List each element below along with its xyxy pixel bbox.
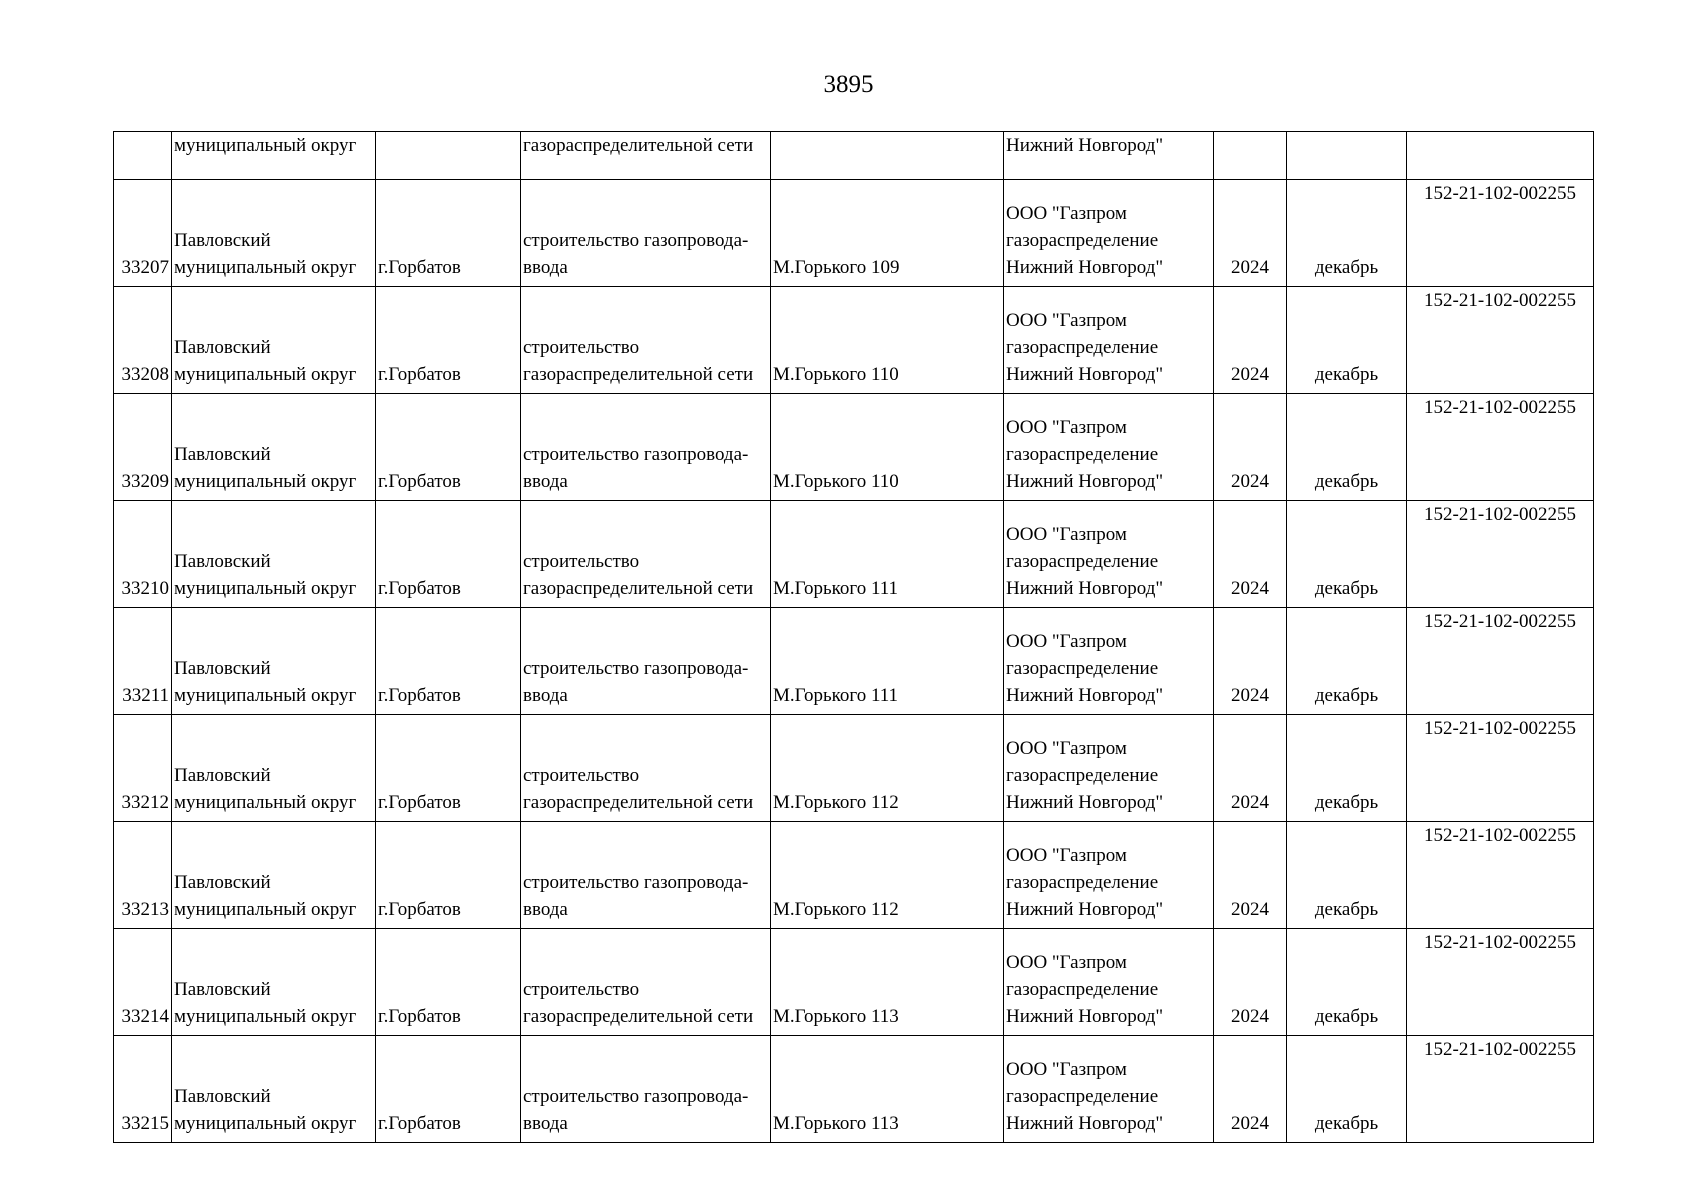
- work-type-line: строительство газопровода-: [523, 658, 749, 679]
- district-line: Павловский: [174, 872, 271, 893]
- cell-address: М.Горького 113: [771, 929, 1004, 1036]
- cell-code: 152-21-102-002255: [1407, 608, 1594, 715]
- district-line: муниципальный округ: [174, 685, 357, 706]
- cell-num: 33214: [114, 929, 172, 1036]
- cell-num: 33213: [114, 822, 172, 929]
- district-line: Павловский: [174, 658, 271, 679]
- cell-work-type: [521, 287, 771, 394]
- org-line: газораспределение: [1006, 1086, 1159, 1107]
- cell-month: декабрь: [1287, 822, 1407, 929]
- table-row-continuation: [114, 132, 1594, 180]
- cell-num: [114, 132, 172, 180]
- cell-district: [172, 929, 376, 1036]
- district-line: муниципальный округ: [174, 792, 357, 813]
- cell-district: [172, 287, 376, 394]
- cell-year: 2024: [1214, 822, 1287, 929]
- cell-district: [172, 394, 376, 501]
- cell-code: 152-21-102-002255: [1407, 287, 1594, 394]
- work-type-line: строительство: [523, 337, 640, 358]
- work-type-line: строительство газопровода-: [523, 872, 749, 893]
- work-type-line: строительство: [523, 765, 640, 786]
- work-type-line: газораспределительной сети: [523, 364, 754, 385]
- cell-address: [771, 132, 1004, 180]
- cell-org: [1004, 287, 1214, 394]
- cell-code: 152-21-102-002255: [1407, 501, 1594, 608]
- cell-num: 33215: [114, 1036, 172, 1143]
- table-row: [114, 715, 1594, 822]
- cell-num: 33209: [114, 394, 172, 501]
- org-line: ООО "Газпром: [1006, 952, 1127, 973]
- cell-locality: г.Горбатов: [376, 715, 521, 822]
- table-row: [114, 608, 1594, 715]
- work-type-line: ввода: [523, 899, 568, 920]
- cell-district: [172, 180, 376, 287]
- district-line: муниципальный округ: [174, 471, 357, 492]
- cell-org: Нижний Новгород": [1004, 132, 1214, 180]
- org-line: Нижний Новгород": [1006, 257, 1164, 278]
- org-line: ООО "Газпром: [1006, 1059, 1127, 1080]
- org-line: газораспределение: [1006, 872, 1159, 893]
- org-line: Нижний Новгород": [1006, 578, 1164, 599]
- cell-district: [172, 715, 376, 822]
- cell-work-type: [521, 715, 771, 822]
- cell-locality: г.Горбатов: [376, 394, 521, 501]
- district-line: Павловский: [174, 551, 271, 572]
- work-type-line: ввода: [523, 1113, 568, 1134]
- cell-work-type: [521, 180, 771, 287]
- cell-month: декабрь: [1287, 1036, 1407, 1143]
- org-line: газораспределение: [1006, 230, 1159, 251]
- org-line: Нижний Новгород": [1006, 899, 1164, 920]
- cell-address: М.Горького 112: [771, 715, 1004, 822]
- org-line: Нижний Новгород": [1006, 685, 1164, 706]
- cell-work-type: [521, 1036, 771, 1143]
- district-line: Павловский: [174, 765, 271, 786]
- table-row: [114, 1036, 1594, 1143]
- cell-code: 152-21-102-002255: [1407, 180, 1594, 287]
- cell-district: [172, 822, 376, 929]
- district-line: муниципальный округ: [174, 364, 357, 385]
- table-row: [114, 287, 1594, 394]
- cell-district: [172, 501, 376, 608]
- work-type-line: ввода: [523, 471, 568, 492]
- cell-month: декабрь: [1287, 608, 1407, 715]
- cell-address: М.Горького 109: [771, 180, 1004, 287]
- cell-code: 152-21-102-002255: [1407, 929, 1594, 1036]
- cell-year: [1214, 132, 1287, 180]
- district-line: Павловский: [174, 979, 271, 1000]
- cell-num: 33211: [114, 608, 172, 715]
- district-line: Павловский: [174, 230, 271, 251]
- cell-org: [1004, 180, 1214, 287]
- cell-work-type: [521, 822, 771, 929]
- cell-num: 33208: [114, 287, 172, 394]
- work-type-line: ввода: [523, 685, 568, 706]
- work-type-line: строительство: [523, 979, 640, 1000]
- org-line: Нижний Новгород": [1006, 471, 1164, 492]
- cell-year: 2024: [1214, 608, 1287, 715]
- org-line: ООО "Газпром: [1006, 203, 1127, 224]
- district-line: Павловский: [174, 1086, 271, 1107]
- cell-locality: г.Горбатов: [376, 929, 521, 1036]
- org-line: ООО "Газпром: [1006, 417, 1127, 438]
- org-line: Нижний Новгород": [1006, 1006, 1164, 1027]
- cell-district: [172, 608, 376, 715]
- cell-address: М.Горького 113: [771, 1036, 1004, 1143]
- cell-year: 2024: [1214, 715, 1287, 822]
- cell-address: М.Горького 110: [771, 394, 1004, 501]
- cell-work-type: [521, 929, 771, 1036]
- table-row: [114, 822, 1594, 929]
- org-line: газораспределение: [1006, 765, 1159, 786]
- cell-code: 152-21-102-002255: [1407, 1036, 1594, 1143]
- cell-year: 2024: [1214, 180, 1287, 287]
- org-line: Нижний Новгород": [1006, 792, 1164, 813]
- cell-code: 152-21-102-002255: [1407, 715, 1594, 822]
- cell-locality: г.Горбатов: [376, 608, 521, 715]
- cell-month: декабрь: [1287, 394, 1407, 501]
- district-line: Павловский: [174, 337, 271, 358]
- cell-num: 33207: [114, 180, 172, 287]
- work-type-line: ввода: [523, 257, 568, 278]
- district-line: муниципальный округ: [174, 1113, 357, 1134]
- table-row: [114, 180, 1594, 287]
- cell-locality: г.Горбатов: [376, 1036, 521, 1143]
- table-row: [114, 501, 1594, 608]
- cell-org: [1004, 715, 1214, 822]
- work-type-line: строительство газопровода-: [523, 230, 749, 251]
- org-line: ООО "Газпром: [1006, 631, 1127, 652]
- cell-month: декабрь: [1287, 715, 1407, 822]
- cell-address: М.Горького 111: [771, 608, 1004, 715]
- table-body: [114, 132, 1594, 1143]
- page-number: 3895: [823, 71, 874, 98]
- table-row: [114, 929, 1594, 1036]
- cell-num: 33212: [114, 715, 172, 822]
- district-line: муниципальный округ: [174, 257, 357, 278]
- cell-month: декабрь: [1287, 501, 1407, 608]
- cell-work-type: [521, 501, 771, 608]
- work-type-line: газораспределительной сети: [523, 792, 754, 813]
- table-row: [114, 394, 1594, 501]
- cell-org: [1004, 929, 1214, 1036]
- cell-locality: г.Горбатов: [376, 822, 521, 929]
- cell-month: [1287, 132, 1407, 180]
- cell-code: [1407, 132, 1594, 180]
- org-line: газораспределение: [1006, 337, 1159, 358]
- org-line: газораспределение: [1006, 979, 1159, 1000]
- cell-year: 2024: [1214, 1036, 1287, 1143]
- cell-num: 33210: [114, 501, 172, 608]
- cell-month: декабрь: [1287, 287, 1407, 394]
- district-line: муниципальный округ: [174, 899, 357, 920]
- cell-locality: г.Горбатов: [376, 180, 521, 287]
- org-line: газораспределение: [1006, 444, 1159, 465]
- district-line: муниципальный округ: [174, 1006, 357, 1027]
- registry-table: [113, 131, 1594, 1143]
- work-type-line: газораспределительной сети: [523, 578, 754, 599]
- cell-address: М.Горького 110: [771, 287, 1004, 394]
- org-line: Нижний Новгород": [1006, 364, 1164, 385]
- district-line: муниципальный округ: [174, 578, 357, 599]
- cell-work-type: [521, 394, 771, 501]
- org-line: ООО "Газпром: [1006, 845, 1127, 866]
- org-line: газораспределение: [1006, 551, 1159, 572]
- cell-locality: [376, 132, 521, 180]
- org-line: ООО "Газпром: [1006, 524, 1127, 545]
- cell-year: 2024: [1214, 394, 1287, 501]
- cell-month: декабрь: [1287, 180, 1407, 287]
- cell-year: 2024: [1214, 501, 1287, 608]
- cell-org: [1004, 822, 1214, 929]
- district-line: Павловский: [174, 444, 271, 465]
- cell-org: [1004, 1036, 1214, 1143]
- cell-year: 2024: [1214, 929, 1287, 1036]
- cell-org: [1004, 608, 1214, 715]
- cell-month: декабрь: [1287, 929, 1407, 1036]
- cell-year: 2024: [1214, 287, 1287, 394]
- cell-work-type: [521, 608, 771, 715]
- cell-locality: г.Горбатов: [376, 287, 521, 394]
- org-line: газораспределение: [1006, 658, 1159, 679]
- cell-district: муниципальный округ: [172, 132, 376, 180]
- cell-org: [1004, 501, 1214, 608]
- org-line: ООО "Газпром: [1006, 738, 1127, 759]
- org-line: Нижний Новгород": [1006, 1113, 1164, 1134]
- cell-locality: г.Горбатов: [376, 501, 521, 608]
- cell-district: [172, 1036, 376, 1143]
- work-type-line: строительство газопровода-: [523, 444, 749, 465]
- work-type-line: строительство газопровода-: [523, 1086, 749, 1107]
- work-type-line: строительство: [523, 551, 640, 572]
- cell-work-type: газораспределительной сети: [521, 132, 771, 180]
- work-type-line: газораспределительной сети: [523, 1006, 754, 1027]
- cell-address: М.Горького 112: [771, 822, 1004, 929]
- org-line: ООО "Газпром: [1006, 310, 1127, 331]
- cell-code: 152-21-102-002255: [1407, 394, 1594, 501]
- cell-address: М.Горького 111: [771, 501, 1004, 608]
- cell-org: [1004, 394, 1214, 501]
- cell-code: 152-21-102-002255: [1407, 822, 1594, 929]
